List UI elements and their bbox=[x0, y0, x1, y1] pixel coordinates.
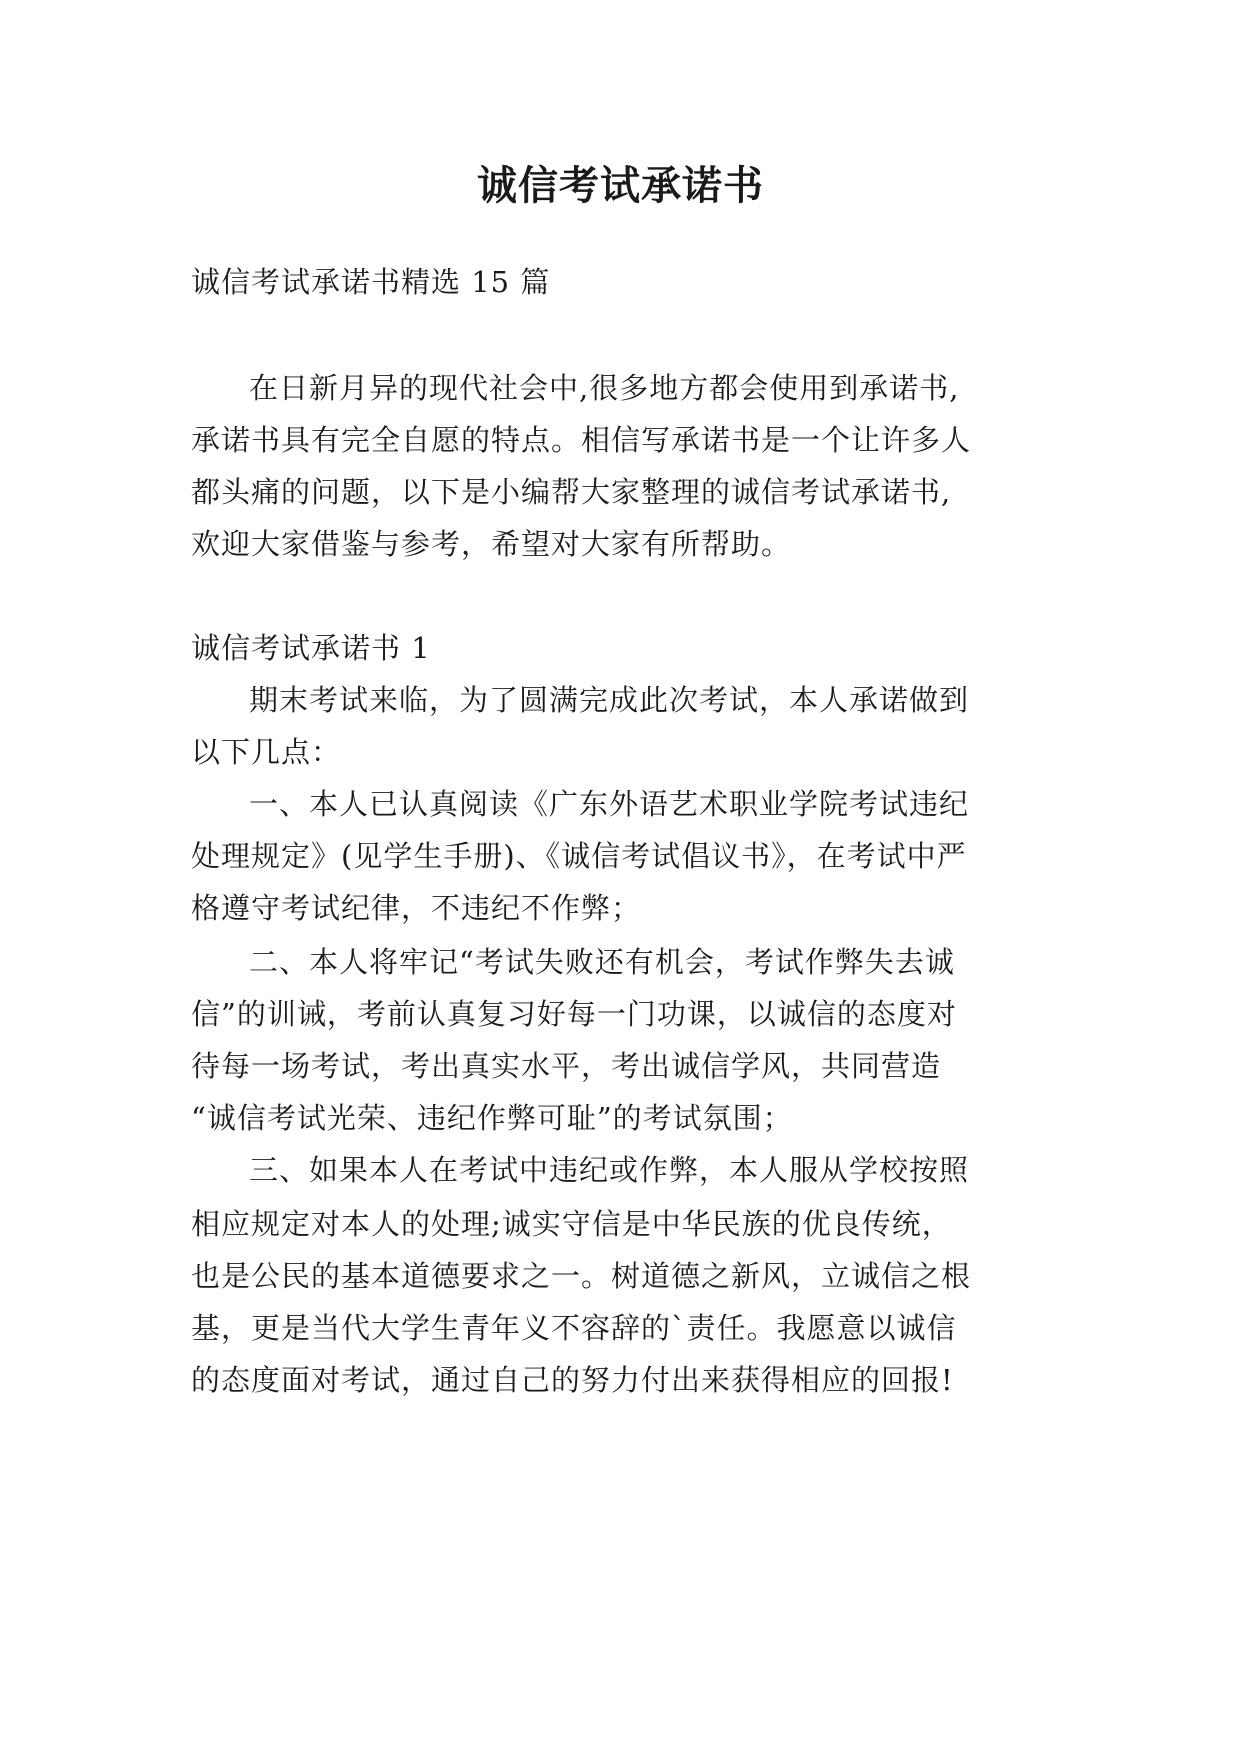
intro-line: 都头痛的问题，以下是小编帮大家整理的诚信考试承诺书, bbox=[191, 475, 952, 509]
body-line: 相应规定对本人的处理;诚实守信是中华民族的优良传统， bbox=[191, 1207, 952, 1241]
intro-line: 欢迎大家借鉴与参考，希望对大家有所帮助。 bbox=[191, 527, 792, 561]
body-line: 信”的训诫，考前认真复习好每一门功课，以诚信的态度对 bbox=[191, 997, 957, 1031]
intro-line: 在日新月异的现代社会中,很多地方都会使用到承诺书, bbox=[249, 371, 960, 405]
document-title: 诚信考试承诺书 bbox=[477, 162, 764, 209]
intro-line: 承诺书具有完全自愿的特点。相信写承诺书是一个让许多人 bbox=[191, 423, 972, 457]
body-line: 也是公民的基本道德要求之一。树道德之新风，立诚信之根 bbox=[191, 1259, 972, 1293]
body-line: “诚信考试光荣、违纪作弊可耻”的考试氛围； bbox=[191, 1101, 793, 1135]
body-line: 基，更是当代大学生青年义不容辞的`责任。我愿意以诚信 bbox=[191, 1311, 957, 1345]
body-line: 期末考试来临，为了圆满完成此次考试，本人承诺做到 bbox=[249, 683, 970, 717]
body-line: 三、如果本人在考试中违纪或作弊，本人服从学校按照 bbox=[249, 1153, 970, 1187]
body-line: 一、本人已认真阅读《广东外语艺术职业学院考试违纪 bbox=[249, 787, 970, 821]
body-line: 格遵守考试纪律，不违纪不作弊； bbox=[191, 891, 642, 925]
body-line: 的态度面对考试，通过自己的努力付出来获得相应的回报! bbox=[191, 1363, 954, 1397]
body-line: 二、本人将牢记“考试失败还有机会，考试作弊失去诚 bbox=[249, 945, 955, 979]
section-heading: 诚信考试承诺书 1 bbox=[191, 631, 431, 665]
document-subtitle: 诚信考试承诺书精选 15 篇 bbox=[191, 265, 551, 299]
body-line: 处理规定》(见学生手册)、《诚信考试倡议书》，在考试中严 bbox=[191, 839, 967, 873]
body-line: 待每一场考试，考出真实水平，考出诚信学风，共同营造 bbox=[191, 1049, 942, 1083]
body-line: 以下几点： bbox=[191, 735, 342, 769]
